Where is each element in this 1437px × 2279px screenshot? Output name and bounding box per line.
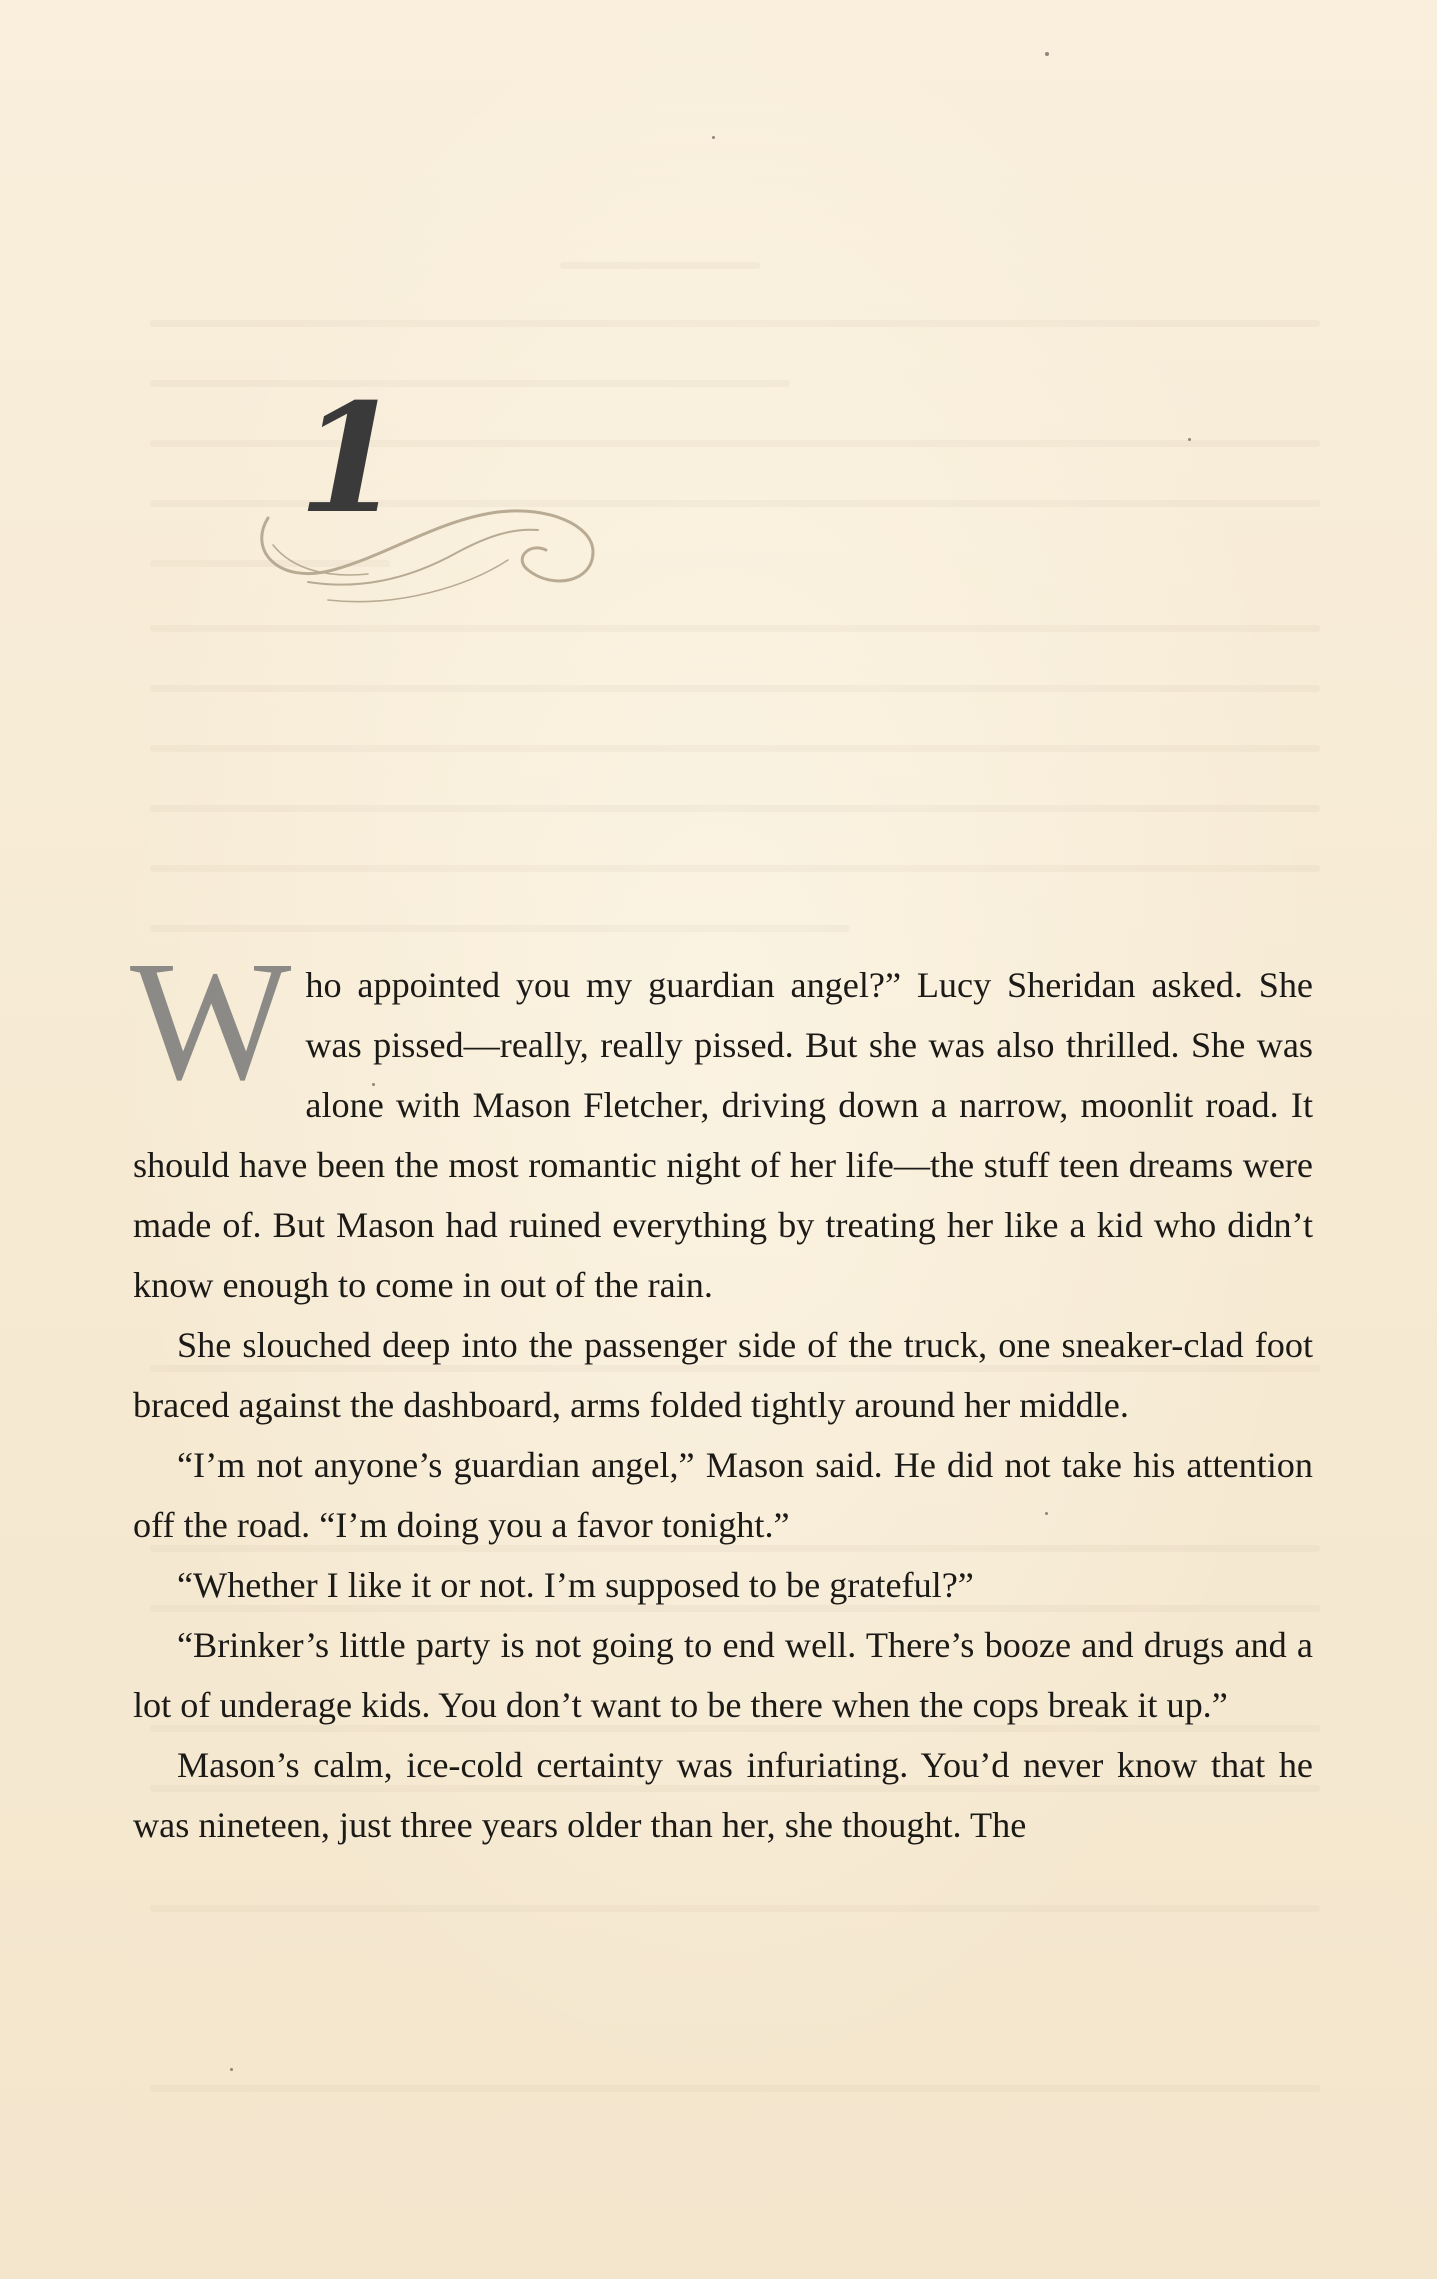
chapter-number: 1 — [298, 371, 403, 547]
paragraph-text: ho appointed you my guardian angel?” Lucy Sheridan asked. She was pissed—really, really pissed. But she was also thrilled. She was alone with Mason Fletcher, driving down a narrow, moonlit road. It should have been the most romantic night of her life—the stuff teen dreams were made of. But Mason had ruined everything by treating her like a kid who didn’t know enough to come in out of the rain. — [133, 965, 1313, 1305]
paragraph: “I’m not anyone’s guardian angel,” Mason said. He did not take his attention off the road. “I’m doing you a favor tonight.” — [133, 1445, 1313, 1545]
chapter-flourish-ornament — [248, 490, 608, 620]
paragraph: She slouched deep into the passenger side of the truck, one sneaker-clad foot braced against the dashboard, arms folded tightly around her middle. — [133, 1325, 1313, 1425]
paragraph-opening — [130, 926, 1313, 1315]
drop-cap-letter: W — [130, 926, 292, 1115]
paragraph: Mason’s calm, ice-cold certainty was infuriating. You’d never know that he was nineteen, just three years older than her, she thought. The — [133, 1745, 1313, 1845]
paragraph: “Whether I like it or not. I’m supposed to be grateful?” — [177, 1565, 974, 1605]
chapter-body-text — [130, 926, 1313, 1855]
paragraph: “Brinker’s little party is not going to end well. There’s booze and drugs and a lot of underage kids. You don’t want to be there when the cops break it up.” — [133, 1625, 1313, 1725]
